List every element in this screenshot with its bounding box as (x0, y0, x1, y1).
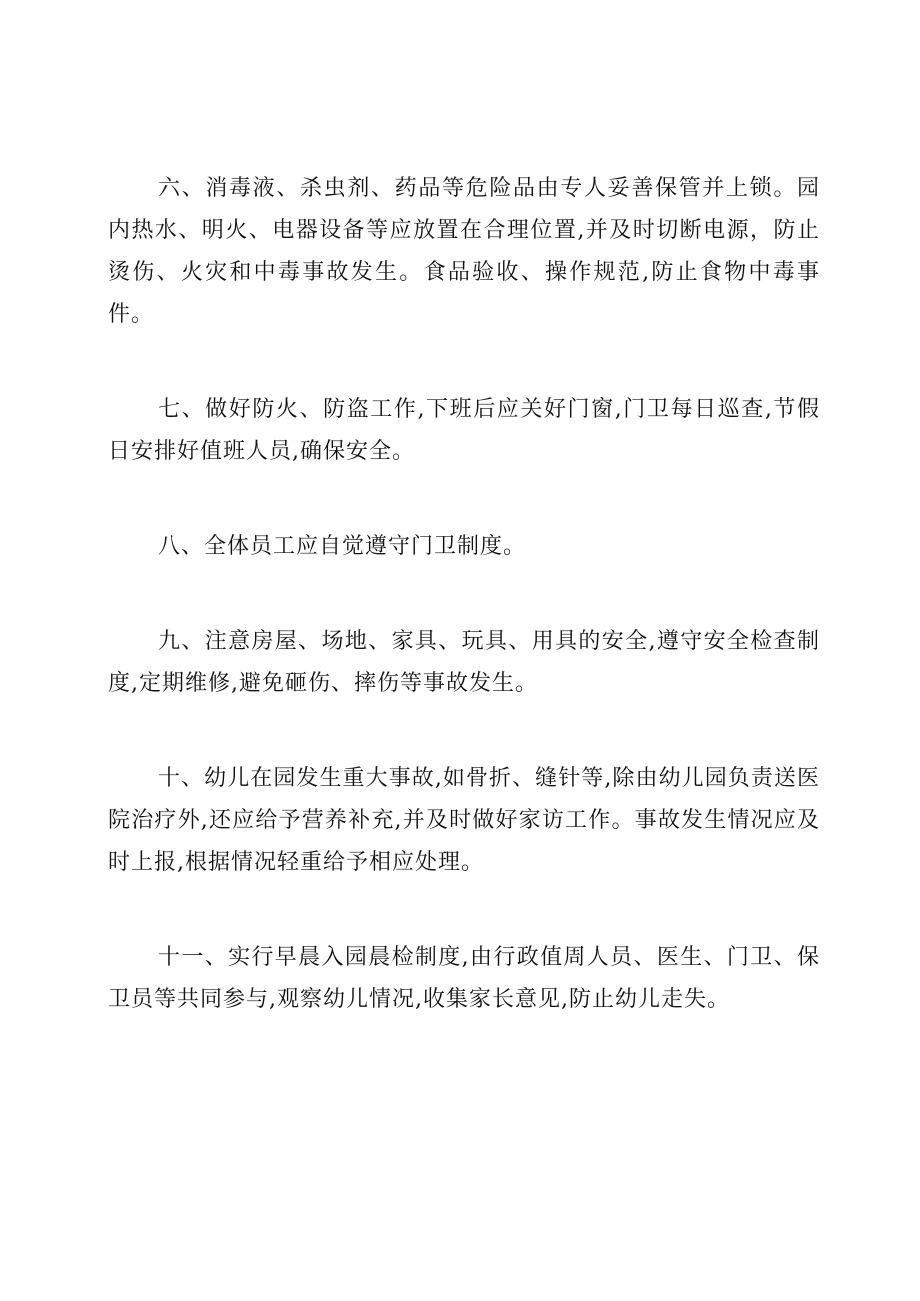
paragraph-item-8: 八、全体员工应自觉遵守门卫制度。 (158, 534, 527, 559)
paragraph-item-11: 十一、实行早晨入园晨检制度,由行政值周人员、医生、门卫、保卫员等共同参与,观察幼儿情况,收集家长意见,防止幼儿走失。 (108, 945, 820, 1012)
paragraph-item-10: 十、幼儿在园发生重大事故,如骨折、缝针等,除由幼儿园负责送医院治疗外,还应给予营养补充,并及时做好家访工作。事故发生情况应及时上报,根据情况轻重给予相应处理。 (108, 766, 820, 875)
document-body (108, 168, 820, 1021)
paragraph-item-6: 六、消毒液、杀虫剂、药品等危险品由专人妥善保管并上锁。园内热水、明火、电器设备等应放置在合理位置,并及时切断电源，防止烫伤、火灾和中毒事故发生。食品验收、操作规范,防止食物中毒事件。 (108, 176, 820, 327)
paragraph-item-9: 九、注意房屋、场地、家具、玩具、用具的安全,遵守安全检查制度,定期维修,避免砸伤、摔伤等事故发生。 (108, 629, 820, 696)
paragraph-item-7: 七、做好防火、防盗工作,下班后应关好门窗,门卫每日巡查,节假日安排好值班人员,确保安全。 (108, 397, 820, 464)
